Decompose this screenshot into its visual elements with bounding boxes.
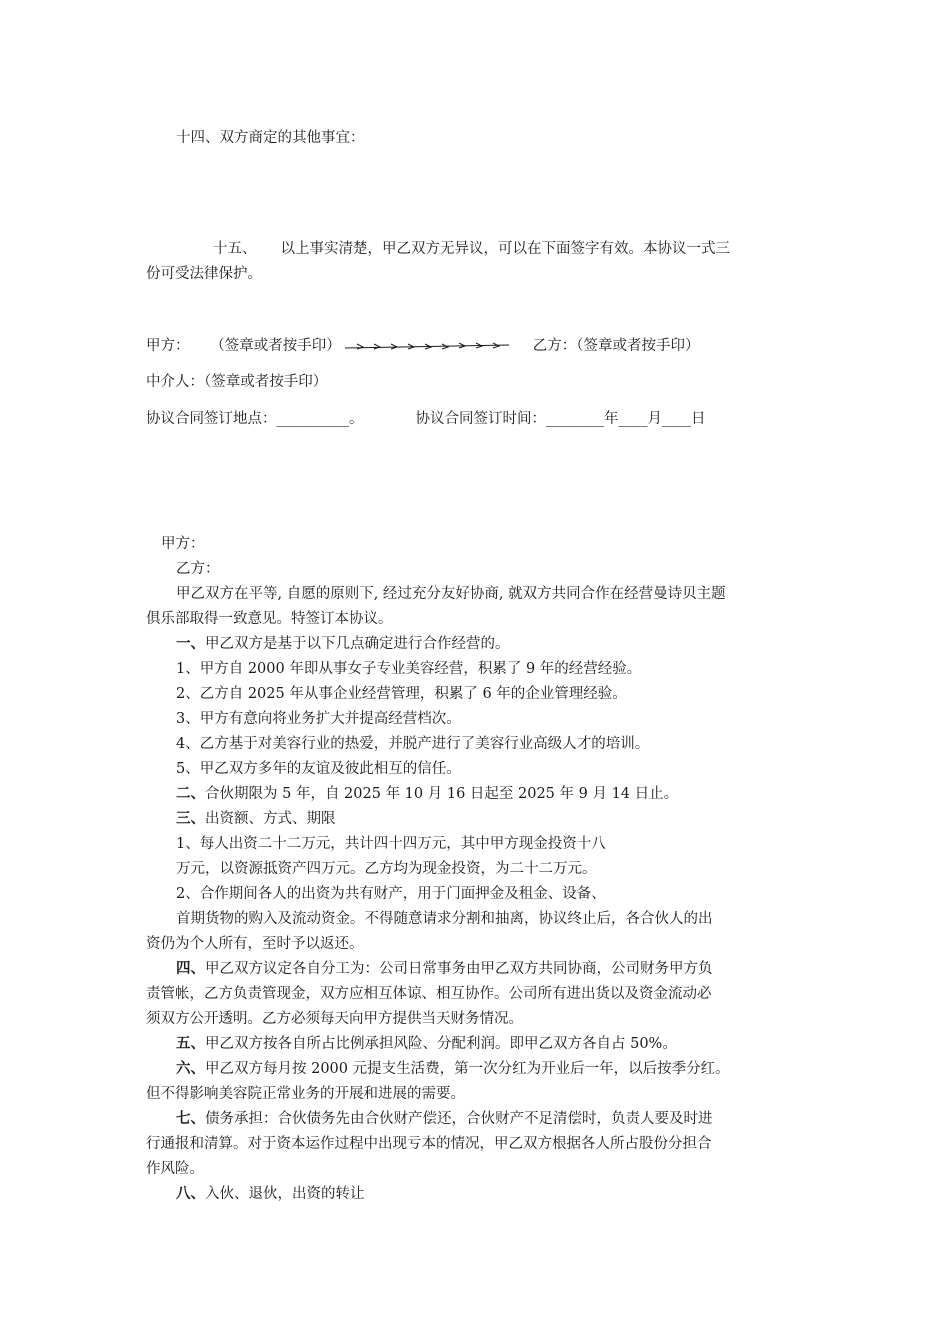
section-15-text: 以上事实清楚，甲乙双方无异议，可以在下面签字有效。本协议一式三 xyxy=(280,241,730,257)
section-15-number: 十五、 xyxy=(213,241,257,257)
section-6-line-1 xyxy=(176,1059,730,1079)
agreement-party-b: 乙方： xyxy=(176,561,220,577)
section-2-text: 合伙期限为 5 年，自 2025 年 10 月 16 日起至 2025 年 9 月 14 日止。 xyxy=(205,786,679,802)
section-8-number: 八、 xyxy=(176,1185,205,1202)
section-5-text: 甲乙双方按各自所占比例承担风险、分配利润。即甲乙双方各自占 50%。 xyxy=(205,1036,677,1052)
section-1-item: 1、甲方自 2000 年即从事女子专业美容经营，积累了 9 年的经营经验。 xyxy=(176,661,642,677)
section-4-line-1 xyxy=(176,959,713,979)
section-4-text: 甲乙双方议定各自分工为：公司日常事务由甲乙双方共同协商，公司财务甲方负 xyxy=(205,961,713,977)
section-6-line-2: 但不得影响美容院正常业务的开展和进展的需要。 xyxy=(146,1086,465,1102)
section-3-text: 出资额、方式、期限 xyxy=(205,811,336,827)
section-4-line-3: 须双方公开透明。乙方必须每天向甲方提供当天财务情况。 xyxy=(146,1011,523,1027)
section-7-text: 债务承担：合伙债务先由合伙财产偿还，合伙财产不足清偿时，负责人要及时进 xyxy=(205,1111,713,1127)
signing-place-time-line xyxy=(146,409,706,429)
party-b-sign-hint: （签章或者按手印） xyxy=(576,338,700,354)
section-1-item: 3、甲方有意向将业务扩大并提高经营档次。 xyxy=(176,711,461,727)
section-3-item-2-line-1: 2、合作期间各人的出资为共有财产，用于门面押金及租金、设备、 xyxy=(176,886,606,902)
section-1-item: 2、乙方自 2025 年从事企业经营管理，积累了 6 年的企业管理经验。 xyxy=(176,686,627,702)
intermediary-signature-line xyxy=(146,372,327,392)
section-1-item: 4、乙方基于对美容行业的热爱，并脱产进行了美容行业高级人才的培训。 xyxy=(176,736,650,752)
section-6-text: 甲乙双方每月按 2000 元提支生活费，第一次分红为开业后一年，以后按季分红。 xyxy=(205,1061,730,1077)
section-3-item-1-line-2: 万元，以资源抵资产四万元。乙方均为现金投资，为二十二万元。 xyxy=(176,861,597,877)
section-1-number: 一、 xyxy=(176,635,205,652)
section-1-title xyxy=(176,634,510,654)
intermediary-sign-hint: （签章或者按手印） xyxy=(204,374,328,390)
section-7-line-2: 行通报和清算。对于资本运作过程中出现亏本的情况，甲乙双方根据各人所占股份分担合 xyxy=(146,1136,712,1152)
party-a-label: 甲方： xyxy=(146,338,190,354)
section-3-title xyxy=(176,809,336,829)
intermediary-label: 中介人： xyxy=(146,374,204,390)
signing-place: 协议合同签订地点：__________。 xyxy=(146,411,364,427)
section-8 xyxy=(176,1184,365,1204)
section-3-number: 三、 xyxy=(176,810,205,827)
agreement-party-a: 甲方： xyxy=(161,536,205,552)
arrow-line-icon xyxy=(343,339,513,353)
intro-line-1: 甲乙双方在平等, 自愿的原则下, 经过充分友好协商, 就双方共同合作在经营曼诗贝主题 xyxy=(176,586,726,602)
section-3-item-2-line-3: 资仍为个人所有，至时予以返还。 xyxy=(146,936,364,952)
section-15-line-1 xyxy=(213,239,730,259)
section-4-number: 四、 xyxy=(176,960,205,977)
intro-line-2: 俱乐部取得一致意见。特签订本协议。 xyxy=(146,611,393,627)
party-a-signature-line xyxy=(146,336,700,356)
section-5 xyxy=(176,1034,677,1054)
section-6-number: 六、 xyxy=(176,1060,205,1077)
section-4-line-2: 责管帐，乙方负责管现金，双方应相互体谅、相互协作。公司所有进出货以及资金流动必 xyxy=(146,986,712,1002)
section-8-text: 入伙、退伙，出资的转让 xyxy=(205,1186,365,1202)
section-7-line-1 xyxy=(176,1109,713,1129)
section-5-number: 五、 xyxy=(176,1035,205,1052)
section-1-item: 5、甲乙双方多年的友谊及彼此相互的信任。 xyxy=(176,761,461,777)
signing-time: 协议合同签订时间：________年____月____日 xyxy=(415,411,706,427)
section-7-number: 七、 xyxy=(176,1110,205,1127)
party-a-sign-hint: （签章或者按手印） xyxy=(217,338,341,354)
section-3-item-2-line-2: 首期货物的购入及流动资金。不得随意请求分割和抽离，协议终止后，各合伙人的出 xyxy=(176,911,713,927)
section-2-number: 二、 xyxy=(176,785,205,802)
section-7-line-3: 作风险。 xyxy=(146,1161,204,1177)
section-15-line-2: 份可受法律保护。 xyxy=(146,266,262,282)
section-2 xyxy=(176,784,678,804)
party-b-label: 乙方： xyxy=(532,338,577,354)
section-14-heading: 十四、双方商定的其他事宜： xyxy=(176,130,365,146)
section-1-text: 甲乙双方是基于以下几点确定进行合作经营的。 xyxy=(205,636,510,652)
section-3-item-1-line-1: 1、每人出资二十二万元，共计四十四万元，其中甲方现金投资十八 xyxy=(176,836,606,852)
